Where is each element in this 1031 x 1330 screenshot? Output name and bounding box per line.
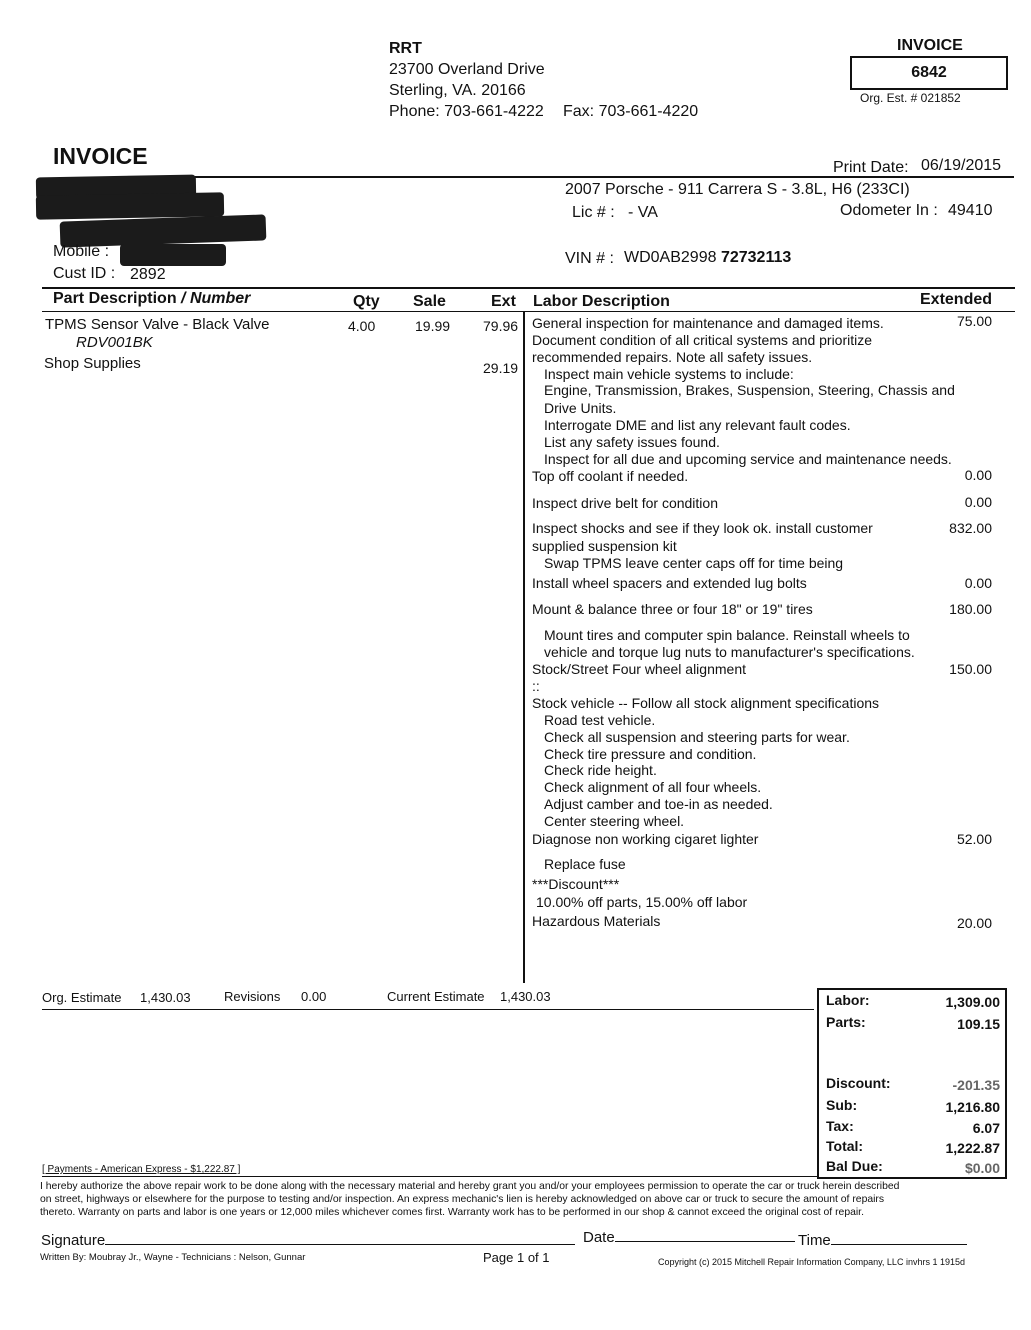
page-title: INVOICE <box>53 143 148 169</box>
vin-prefix: WD0AB2998 <box>624 249 717 266</box>
labor-line-text: Hazardous Materials <box>532 913 661 929</box>
signature-field <box>41 1232 575 1249</box>
totals-label: Parts: <box>826 1014 866 1030</box>
copyright: Copyright (c) 2015 Mitchell Repair Information Company, LLC invhrs 1 1915d <box>658 1257 965 1267</box>
payments-rule <box>42 1176 818 1177</box>
part-row-1-qty: 4.00 <box>348 318 376 334</box>
labor-line-amount: 20.00 <box>956 915 992 931</box>
vehicle-description: 2007 Porsche - 911 Carrera S - 3.8L, H6 (233CI) <box>565 181 910 198</box>
labor-line-text: recommended repairs. Note all safety issues. <box>532 349 813 365</box>
totals-label: Bal Due: <box>826 1158 883 1174</box>
labor-line-text: Check all suspension and steering parts for wear. <box>544 729 850 745</box>
labor-line-text: ***Discount*** <box>532 876 620 892</box>
totals-value: 1,222.87 <box>945 1140 1000 1156</box>
date-blank <box>615 1229 795 1242</box>
labor-line-text: Inspect for all due and upcoming service and maintenance needs. <box>544 451 952 467</box>
table-header-rule <box>42 311 1015 312</box>
labor-header-extended: Extended <box>920 291 993 308</box>
lic-value: - VA <box>628 204 658 221</box>
labor-header-description: Labor Description <box>533 293 670 310</box>
invoice-number: 6842 <box>911 64 947 81</box>
redacted-customer-address <box>36 192 224 219</box>
custid-label: Cust ID : <box>53 265 116 282</box>
part-row-1-description: TPMS Sensor Valve - Black Valve <box>45 316 270 333</box>
page-number: Page 1 of 1 <box>483 1250 550 1265</box>
part-row-2-description: Shop Supplies <box>44 355 141 372</box>
parts-header-qty: Qty <box>353 293 380 310</box>
labor-line-text: Inspect drive belt for condition <box>532 495 718 511</box>
payments-line: [ Payments - American Express - $1,222.87 ] <box>42 1164 241 1175</box>
labor-line-text: :: <box>532 678 540 694</box>
parts-header-sale: Sale <box>413 293 446 310</box>
lic-label: Lic # : <box>572 204 615 221</box>
authorization-text <box>40 1180 899 1219</box>
labor-line-amount: 75.00 <box>956 313 992 329</box>
odometer-value: 49410 <box>948 202 993 219</box>
labor-line-text: Adjust camber and toe-in as needed. <box>544 796 773 812</box>
part-row-1-number: RDV001BK <box>76 334 153 351</box>
org-estimate-value: 1,430.03 <box>140 990 191 1005</box>
current-estimate-label: Current Estimate <box>387 989 485 1004</box>
header-divider <box>144 176 1014 178</box>
labor-line-text: Inspect shocks and see if they look ok. install customer <box>532 520 873 536</box>
labor-line-text: Diagnose non working cigaret lighter <box>532 831 759 847</box>
time-field <box>798 1232 967 1249</box>
labor-line-text: Top off coolant if needed. <box>532 468 689 484</box>
labor-line-amount: 0.00 <box>964 467 992 483</box>
totals-value: $0.00 <box>964 1160 1000 1176</box>
labor-line-text: General inspection for maintenance and damaged items. <box>532 315 884 331</box>
totals-value: 109.15 <box>957 1016 1000 1032</box>
labor-line-text: Document condition of all critical systems and prioritize <box>532 332 873 348</box>
redacted-mobile <box>120 244 226 266</box>
totals-value: -201.35 <box>952 1077 1000 1093</box>
totals-label: Sub: <box>826 1097 858 1113</box>
labor-line-text: Mount & balance three or four 18" or 19" tires <box>532 601 813 617</box>
parts-header-ext: Ext <box>491 293 516 310</box>
revisions-label: Revisions <box>224 989 281 1004</box>
invoice-box-label: INVOICE <box>897 37 963 54</box>
print-date-label: Print Date: <box>833 159 909 176</box>
parts-header-number-text: / Number <box>181 290 251 307</box>
labor-line-text: Install wheel spacers and extended lug bolts <box>532 575 807 591</box>
parts-header-description <box>53 290 250 308</box>
shop-address-line1: 23700 Overland Drive <box>389 61 545 78</box>
authorization-line-1: I hereby authorize the above repair work to be done along with the necessary material and hereby grant you and/or your employees permission to operate the car or truck herein described <box>40 1181 900 1192</box>
labor-line-text: Road test vehicle. <box>544 712 656 728</box>
org-est-number: Org. Est. # 021852 <box>860 91 961 105</box>
part-row-2-ext: 29.19 <box>483 360 519 376</box>
totals-label: Discount: <box>826 1075 891 1091</box>
odometer-label: Odometer In : <box>840 202 938 219</box>
labor-line-text: List any safety issues found. <box>544 434 720 450</box>
parts-header-desc-text: Part Description <box>53 290 177 307</box>
part-row-1-sale: 19.99 <box>415 318 451 334</box>
written-by: Written By: Moubray Jr., Wayne - Technicians : Nelson, Gunnar <box>40 1252 306 1263</box>
invoice-number-box <box>850 56 1008 90</box>
totals-label: Labor: <box>826 992 870 1008</box>
revisions-value: 0.00 <box>301 989 327 1004</box>
totals-value: 6.07 <box>972 1120 1000 1136</box>
labor-line-text: Check tire pressure and condition. <box>544 746 757 762</box>
signature-label: Signature <box>41 1232 106 1249</box>
totals-value: 1,216.80 <box>945 1099 1000 1115</box>
labor-line-text: Check ride height. <box>544 762 657 778</box>
labor-line-text: Mount tires and computer spin balance. Reinstall wheels to <box>544 627 910 643</box>
labor-line-text: Interrogate DME and list any relevant fault codes. <box>544 417 851 433</box>
custid-value: 2892 <box>130 266 166 283</box>
date-label: Date <box>583 1229 615 1246</box>
date-field <box>583 1229 795 1246</box>
labor-line-amount: 832.00 <box>949 520 992 536</box>
labor-line-text: supplied suspension kit <box>532 538 677 554</box>
time-blank <box>831 1232 967 1245</box>
estimates-rule <box>42 1009 814 1010</box>
labor-line-text: Stock/Street Four wheel alignment <box>532 661 746 677</box>
signature-blank <box>105 1232 575 1245</box>
totals-label: Tax: <box>826 1118 854 1134</box>
labor-line-text: Swap TPMS leave center caps off for time being <box>544 555 844 571</box>
labor-line-text: Inspect main vehicle systems to include: <box>544 366 794 382</box>
labor-line-amount: 180.00 <box>949 601 992 617</box>
shop-fax: Fax: 703-661-4220 <box>563 103 699 120</box>
shop-phone: Phone: 703-661-4222 <box>389 103 544 120</box>
vin-serial: 72732113 <box>720 249 792 266</box>
labor-line-text: 10.00% off parts, 15.00% off labor <box>536 894 748 910</box>
vin-label: VIN # : <box>565 250 614 267</box>
mobile-label: Mobile : <box>53 243 110 260</box>
labor-line-text: Stock vehicle -- Follow all stock alignment specifications <box>532 695 880 711</box>
labor-line-text: Drive Units. <box>544 400 617 416</box>
column-divider <box>523 311 525 983</box>
labor-line-text: Center steering wheel. <box>544 813 685 829</box>
labor-line-amount: 52.00 <box>956 831 992 847</box>
authorization-line-3: thereto. Warranty on parts and labor is one years or 12,000 miles whichever comes first. Warranty work has to be performed in our shop & cannot exceed the original cost of repair. <box>40 1207 864 1218</box>
authorization-line-2: on street, highways or elsewhere for the purpose to testing and/or inspection. An express mechanic's lien is hereby acknowledged on above car or truck to secure the amount of repairs <box>40 1194 885 1205</box>
org-estimate-label: Org. Estimate <box>42 990 122 1005</box>
time-label: Time <box>798 1232 831 1249</box>
labor-line-text: vehicle and torque lug nuts to manufacturer's specifications. <box>544 644 915 660</box>
labor-line-text: Engine, Transmission, Brakes, Suspension, Steering, Chassis and <box>544 382 955 398</box>
shop-address-line2: Sterling, VA. 20166 <box>389 82 526 99</box>
totals-label: Total: <box>826 1138 864 1154</box>
part-row-1-ext: 79.96 <box>483 318 519 334</box>
labor-line-text: Check alignment of all four wheels. <box>544 779 762 795</box>
labor-line-amount: 0.00 <box>964 494 992 510</box>
labor-line-text: Replace fuse <box>544 856 626 872</box>
vin-value <box>624 249 791 267</box>
shop-name: RRT <box>389 40 422 57</box>
labor-line-amount: 0.00 <box>964 575 992 591</box>
current-estimate-value: 1,430.03 <box>500 989 551 1004</box>
labor-line-amount: 150.00 <box>949 661 992 677</box>
print-date: 06/19/2015 <box>921 157 1002 174</box>
table-top-rule <box>42 287 1015 289</box>
totals-value: 1,309.00 <box>945 994 1000 1010</box>
